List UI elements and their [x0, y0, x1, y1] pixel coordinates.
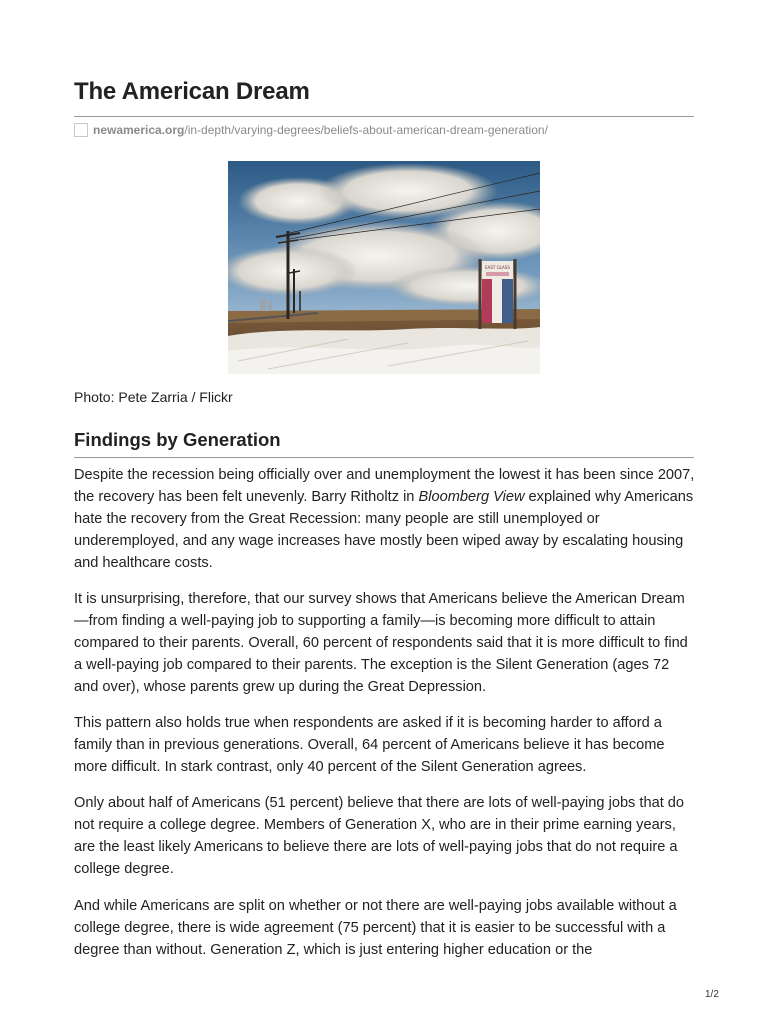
article-title: The American Dream: [74, 78, 310, 105]
source-domain: newamerica.org: [93, 122, 185, 137]
paragraph-1: [74, 465, 696, 575]
source-path: /in-depth/varying-degrees/beliefs-about-american-dream-generation/: [184, 122, 548, 137]
paragraph-1-text-b: explained why Americans hate the recovery from the Great Recession: many people are still unemployed or underemployed, and any wage increases have mostly been wiped away by escalating housing and healthcare costs.: [74, 488, 694, 571]
favicon-icon: [74, 123, 88, 137]
paragraph-3: This pattern also holds true when respondents are asked if it is becoming harder to afford a family than in previous generations. Overall, 64 percent of Americans believe it has become more difficult. In stark contrast, only 40 percent of the Silent Generation agrees.: [74, 715, 665, 775]
source-link[interactable]: [74, 121, 548, 138]
paragraph-5: And while Americans are split on whether or not there are well-paying jobs available without a college degree, there is wide agreement (75 percent) that it is easier to be successful with a degree than without. Generation Z, which is just entering higher education or the: [74, 898, 677, 958]
title-divider: [74, 116, 694, 117]
paragraph-1-text-a: Despite the recession being officially over and unemployment the lowest it has been since 2007, the recovery has been felt unevenly. Barry Ritholtz in: [74, 467, 695, 505]
paragraph-4: Only about half of Americans (51 percent) believe that there are lots of well-paying jobs that do not require a college degree. Members of Generation X, who are in their prime earning years, are the least likely Americans to believe there are lots of well-paying jobs that do not require a college degree.: [74, 795, 685, 877]
article-photo: [228, 161, 540, 374]
publication-name: Bloomberg View: [418, 488, 525, 505]
section-heading: Findings by Generation: [74, 429, 281, 450]
page-number: 1/2: [705, 989, 719, 1000]
section-divider: [74, 457, 694, 458]
paragraph-2: It is unsurprising, therefore, that our survey shows that Americans believe the American Dream—from finding a well-paying job to supporting a family—is becoming more difficult to attain compared to their parents. Overall, 60 percent of respondents said that it is more difficult to find a well-paying job compared to their parents. The exception is the Silent Generation (ages 72 and over), whose parents grew up during the Great Depression.: [74, 591, 688, 695]
sign-text: EAST GLASS: [485, 265, 510, 270]
photo-caption: Photo: Pete Zarria / Flickr: [74, 389, 233, 405]
